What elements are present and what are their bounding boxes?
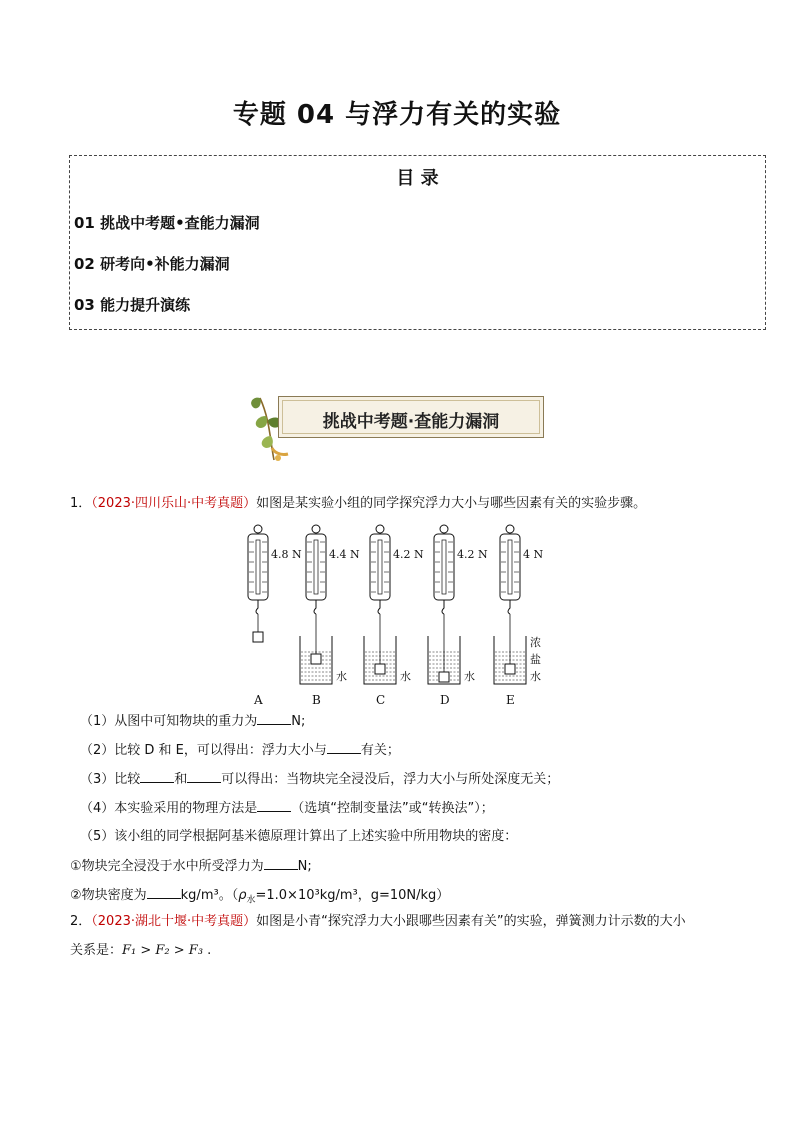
toc-item-02[interactable]: 02 研考向•补能力漏洞	[74, 255, 230, 273]
experiment-label: A	[254, 693, 263, 707]
q2-source: （2023·湖北十堰·中考真题）	[91, 914, 257, 929]
scale-reading: 4.2 N	[457, 548, 488, 561]
q1-part-4: （4）本实验采用的物理方法是 （选填“控制变量法”或“转换法”）；	[80, 801, 494, 816]
q2-stem-line	[70, 913, 686, 931]
q1-stem-line	[70, 495, 646, 513]
block	[253, 632, 263, 642]
experiment-label: C	[376, 693, 386, 707]
spring-scale	[370, 534, 390, 600]
block	[311, 654, 321, 664]
force-relation: F₁ > F₂ > F₃	[122, 943, 204, 958]
q1-part-5: （5）该小组的同学根据阿基米德原理计算出了上述实验中所用物块的密度：	[80, 829, 518, 844]
banner-frame	[278, 396, 544, 438]
q1-number: 1．	[70, 496, 92, 511]
toc-item-01[interactable]: 01 挑战中考题•查能力漏洞	[74, 214, 260, 232]
page-title: 专题 04 与浮力有关的实验	[232, 100, 562, 130]
spring-scale	[248, 534, 268, 600]
liquid-label: 水	[530, 670, 541, 683]
q1-part-1: （1）从图中可知物块的重力为 N;	[80, 714, 306, 729]
answer-blank[interactable]	[147, 886, 181, 899]
block	[439, 672, 449, 682]
section-banner	[244, 390, 550, 460]
liquid-label: 水	[464, 670, 475, 683]
q1-sub-2: ②物块密度为 kg/m³。（$\rho_水=1.0\times 10^3kg/m^3$，g=10N/kg）	[70, 888, 450, 906]
spring-scale	[500, 534, 520, 600]
scale-reading: 4.2 N	[393, 548, 424, 561]
answer-blank[interactable]	[140, 770, 174, 783]
answer-blank[interactable]	[187, 770, 221, 783]
scale-reading: 4.4 N	[329, 548, 360, 561]
scale-hook	[378, 600, 380, 614]
spring-scale	[306, 534, 326, 600]
experiment-label: E	[506, 693, 515, 707]
scale-ring	[440, 525, 448, 533]
toc-heading: 目 录	[396, 168, 439, 189]
banner-label: 挑战中考题·查能力漏洞	[322, 412, 500, 432]
experiment-label: B	[312, 693, 321, 707]
q1-source: （2023·四川乐山·中考真题）	[91, 496, 257, 511]
scale-hook	[442, 600, 444, 614]
q1-part-2: （2）比较 D 和 E，可以得出：浮力大小与 有关；	[80, 743, 400, 758]
block	[505, 664, 515, 674]
spring-scale	[434, 534, 454, 600]
spring-scale-figure	[238, 524, 568, 710]
scale-hook	[314, 600, 316, 614]
q1-sub-1: ①物块完全浸没于水中所受浮力为 N;	[70, 859, 312, 874]
scale-reading: 4 N	[523, 548, 544, 561]
scale-ring	[376, 525, 384, 533]
liquid-label: 浓	[530, 636, 541, 649]
block	[375, 664, 385, 674]
q2-number: 2．	[70, 914, 92, 929]
answer-blank[interactable]	[327, 741, 361, 754]
answer-blank[interactable]	[257, 712, 291, 725]
answer-blank[interactable]	[257, 799, 291, 812]
experiment-label: D	[440, 693, 450, 707]
scale-ring	[506, 525, 514, 533]
q1-part-3: （3）比较 和 可以得出：当物块完全浸没后，浮力大小与所处深度无关；	[80, 772, 560, 787]
answer-blank[interactable]	[264, 857, 298, 870]
liquid-label: 盐	[530, 653, 541, 666]
toc-item-03[interactable]: 03 能力提升演练	[74, 296, 191, 314]
q2-stem: 如图是小青“探究浮力大小跟哪些因素有关”的实验，弹簧测力计示数的大小	[256, 914, 686, 929]
q1-stem: 如图是某实验小组的同学探究浮力大小与哪些因素有关的实验步骤。	[256, 496, 647, 511]
scale-reading: 4.8 N	[271, 548, 302, 561]
scale-hook	[508, 600, 510, 614]
table-of-contents	[69, 155, 766, 330]
liquid-label: 水	[400, 670, 411, 683]
scale-hook	[256, 600, 258, 614]
scale-ring	[254, 525, 262, 533]
q2-line-2: 关系是：F₁ > F₂ > F₃ .	[70, 943, 212, 958]
liquid-label: 水	[336, 670, 347, 683]
scale-ring	[312, 525, 320, 533]
